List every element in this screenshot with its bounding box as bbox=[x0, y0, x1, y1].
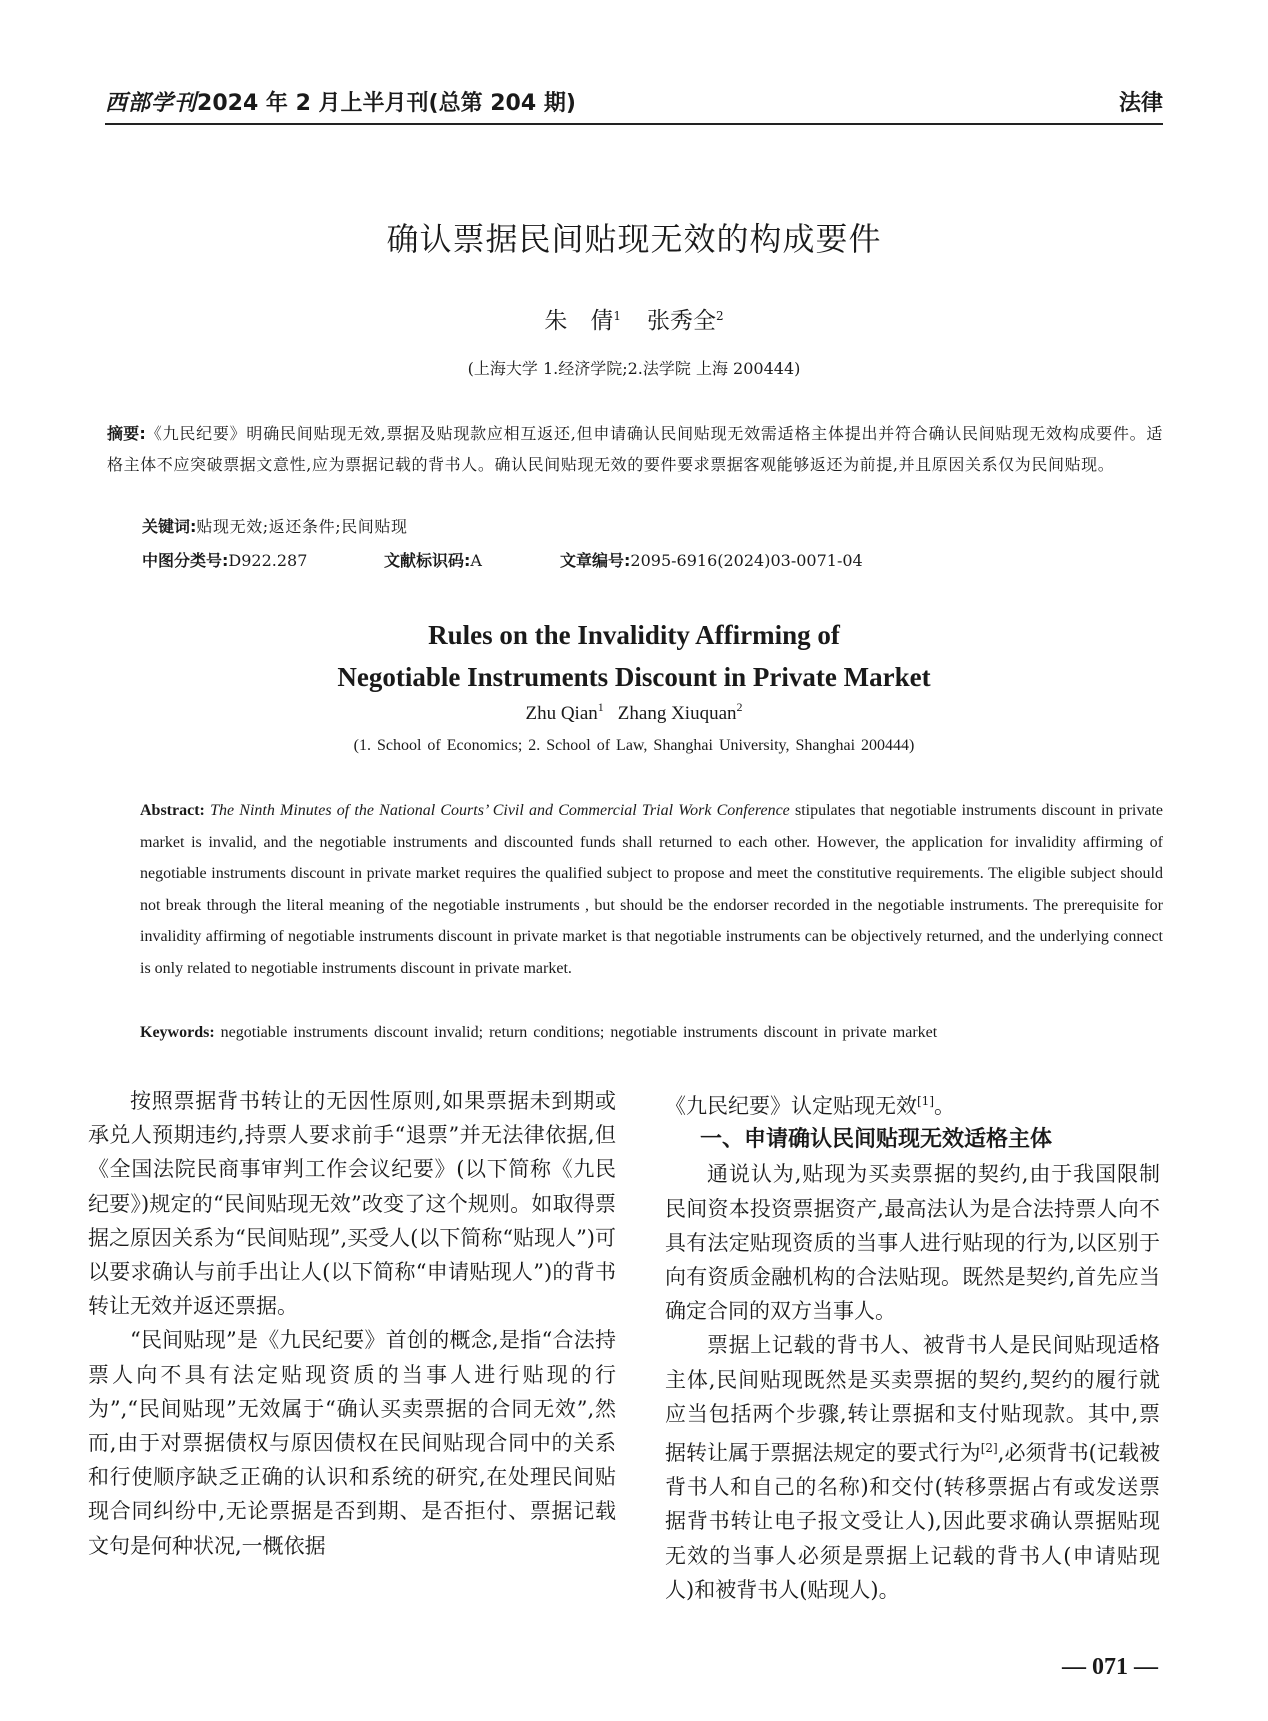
citation-ref: [1] bbox=[917, 1094, 934, 1108]
citation-ref: [2] bbox=[980, 1441, 998, 1456]
cn-affiliation: (上海大学 1.经济学院;2.法学院 上海 200444) bbox=[467, 359, 801, 378]
article-number-label: 文章编号: bbox=[560, 551, 631, 570]
article-number-value: 2095-6916(2024)03-0071-04 bbox=[630, 551, 863, 570]
body-text: 《九民纪要》认定贴现无效 bbox=[665, 1094, 917, 1118]
clc-value: D922.287 bbox=[228, 551, 308, 570]
body-paragraph bbox=[665, 1328, 1160, 1607]
document-code-label: 文献标识码: bbox=[384, 551, 471, 570]
journal-logo: 西部学刊 bbox=[105, 91, 198, 116]
body-text: 票据上记载的背书人、被背书人是民间贴现适格主体,民间贴现既然是买卖票据的契约,契约的履行就应当包括两个步骤,转让票据和支付贴现款。其中,票据转让属于票据法规定的要式行为 bbox=[665, 1333, 1160, 1466]
cn-keywords-label: 关键词: bbox=[142, 517, 197, 536]
cn-author-2-sup: 2 bbox=[716, 309, 724, 323]
en-title-line-1: Rules on the Invalidity Affirming of bbox=[428, 620, 840, 650]
cn-keywords bbox=[142, 514, 408, 537]
en-title bbox=[0, 614, 1268, 698]
header-rule bbox=[105, 123, 1163, 125]
en-authors bbox=[0, 700, 1268, 725]
en-author-1-sup: 1 bbox=[597, 700, 604, 714]
body-text: 。 bbox=[934, 1094, 955, 1118]
en-abstract-italic: The Ninth Minutes of the National Courts’ Civil and Commercial Trial Work Conference bbox=[210, 802, 790, 819]
cn-authors bbox=[0, 302, 1268, 335]
en-abstract-label: Abstract: bbox=[140, 802, 205, 819]
en-keywords bbox=[140, 1024, 937, 1042]
en-abstract bbox=[140, 795, 1163, 985]
cn-keywords-text: 贴现无效;返还条件;民间贴现 bbox=[196, 517, 408, 536]
en-affiliation: (1. School of Economics; 2. School of Law, Shanghai University, Shanghai 200444) bbox=[353, 737, 915, 754]
body-column-right bbox=[665, 1084, 1160, 1607]
cn-abstract-text: 《九民纪要》明确民间贴现无效,票据及贴现款应相互返还,但申请确认民间贴现无效需适格主体提出并符合确认民间贴现无效构成要件。适格主体不应突破票据文意性,应为票据记载的背书人。确认民间贴现无效的要件要求票据客观能够返还为前提,并且原因关系仅为民间贴现。 bbox=[107, 424, 1163, 474]
article-number bbox=[560, 548, 863, 571]
cn-abstract bbox=[107, 418, 1163, 480]
running-head bbox=[105, 86, 576, 117]
en-author-2-sup: 2 bbox=[736, 700, 743, 714]
section-heading: 一、申请确认民间贴现无效适格主体 bbox=[700, 1127, 1053, 1153]
document-code-value: A bbox=[470, 551, 482, 570]
body-text: ,必须背书(记载被背书人和自己的名称)和交付(转移票据占有或发送票据背书转让电子报文受让人),因此要求确认票据贴现无效的当事人必须是票据上记载的背书人(申请贴现人)和被背书人(贴现人)。 bbox=[665, 1441, 1160, 1602]
body-column-left bbox=[88, 1084, 616, 1563]
cn-abstract-label: 摘要: bbox=[107, 424, 146, 443]
clc-label: 中图分类号: bbox=[142, 551, 229, 570]
clc-number bbox=[142, 548, 307, 571]
en-abstract-text: stipulates that negotiable instruments discount in private market is invalid, and the negotiable instruments and discounted funds shall returned to each other. However, the application for invalidity affirming of negotiable instruments discount in private market requires the qualified subject to propose and meet the constitutive requirements. The eligible subject should not break through the literal meaning of the negotiable instruments , but should be the endorser recorded in the negotiable instruments. The prerequisite for invalidity affirming of negotiable instruments discount in private market is that negotiable instruments can be objectively returned, and the underlying connect is only related to negotiable instruments discount in private market. bbox=[140, 802, 1164, 977]
cn-author-1: 朱 倩 bbox=[544, 308, 614, 334]
issue-info: 2024 年 2 月上半月刊(总第 204 期) bbox=[197, 91, 576, 116]
en-keywords-text: negotiable instruments discount invalid; return conditions; negotiable instruments discount in private market bbox=[214, 1024, 938, 1041]
document-code bbox=[384, 548, 482, 571]
body-paragraph: “民间贴现”是《九民纪要》首创的概念,是指“合法持票人向不具有法定贴现资质的当事人进行贴现的行为”,“民间贴现”无效属于“确认买卖票据的合同无效”,然而,由于对票据债权与原因债权在民间贴现合同中的关系和行使顺序缺乏正确的认识和系统的研究,在处理民间贴现合同纠纷中,无论票据是否到期、是否拒付、票据记载文句是何种状况,一概依据 bbox=[88, 1328, 616, 1558]
body-paragraph: 按照票据背书转让的无因性原则,如果票据未到期或承兑人预期违约,持票人要求前手“退票”并无法律依据,但《全国法院民商事审判工作会议纪要》(以下简称《九民纪要》)规定的“民间贴现无效”改变了这个规则。如取得票据之原因关系为“民间贴现”,买受人(以下简称“贴现人”)可以要求确认与前手出让人(以下简称“申请贴现人”)的背书转让无效并返还票据。 bbox=[88, 1089, 617, 1319]
cn-author-2: 张秀全 bbox=[647, 308, 716, 334]
section-label: 法律 bbox=[1118, 91, 1163, 116]
page-number: — 071 — bbox=[1062, 1654, 1158, 1680]
en-title-line-2: Negotiable Instruments Discount in Private Market bbox=[337, 662, 931, 692]
cn-author-1-sup: 1 bbox=[613, 309, 621, 323]
en-keywords-label: Keywords: bbox=[140, 1024, 215, 1041]
body-paragraph bbox=[665, 1084, 1160, 1123]
en-author-2: Zhang Xiuquan bbox=[617, 703, 737, 724]
cn-title: 确认票据民间贴现无效的构成要件 bbox=[386, 220, 882, 258]
cn-meta bbox=[142, 548, 1042, 571]
body-paragraph: 通说认为,贴现为买卖票据的契约,由于我国限制民间资本投资票据资产,最高法认为是合法持票人向不具有法定贴现资质的当事人进行贴现的行为,以区别于向有资质金融机构的合法贴现。既然是契约,首先应当确定合同的双方当事人。 bbox=[665, 1162, 1160, 1324]
en-author-1: Zhu Qian bbox=[525, 703, 598, 724]
